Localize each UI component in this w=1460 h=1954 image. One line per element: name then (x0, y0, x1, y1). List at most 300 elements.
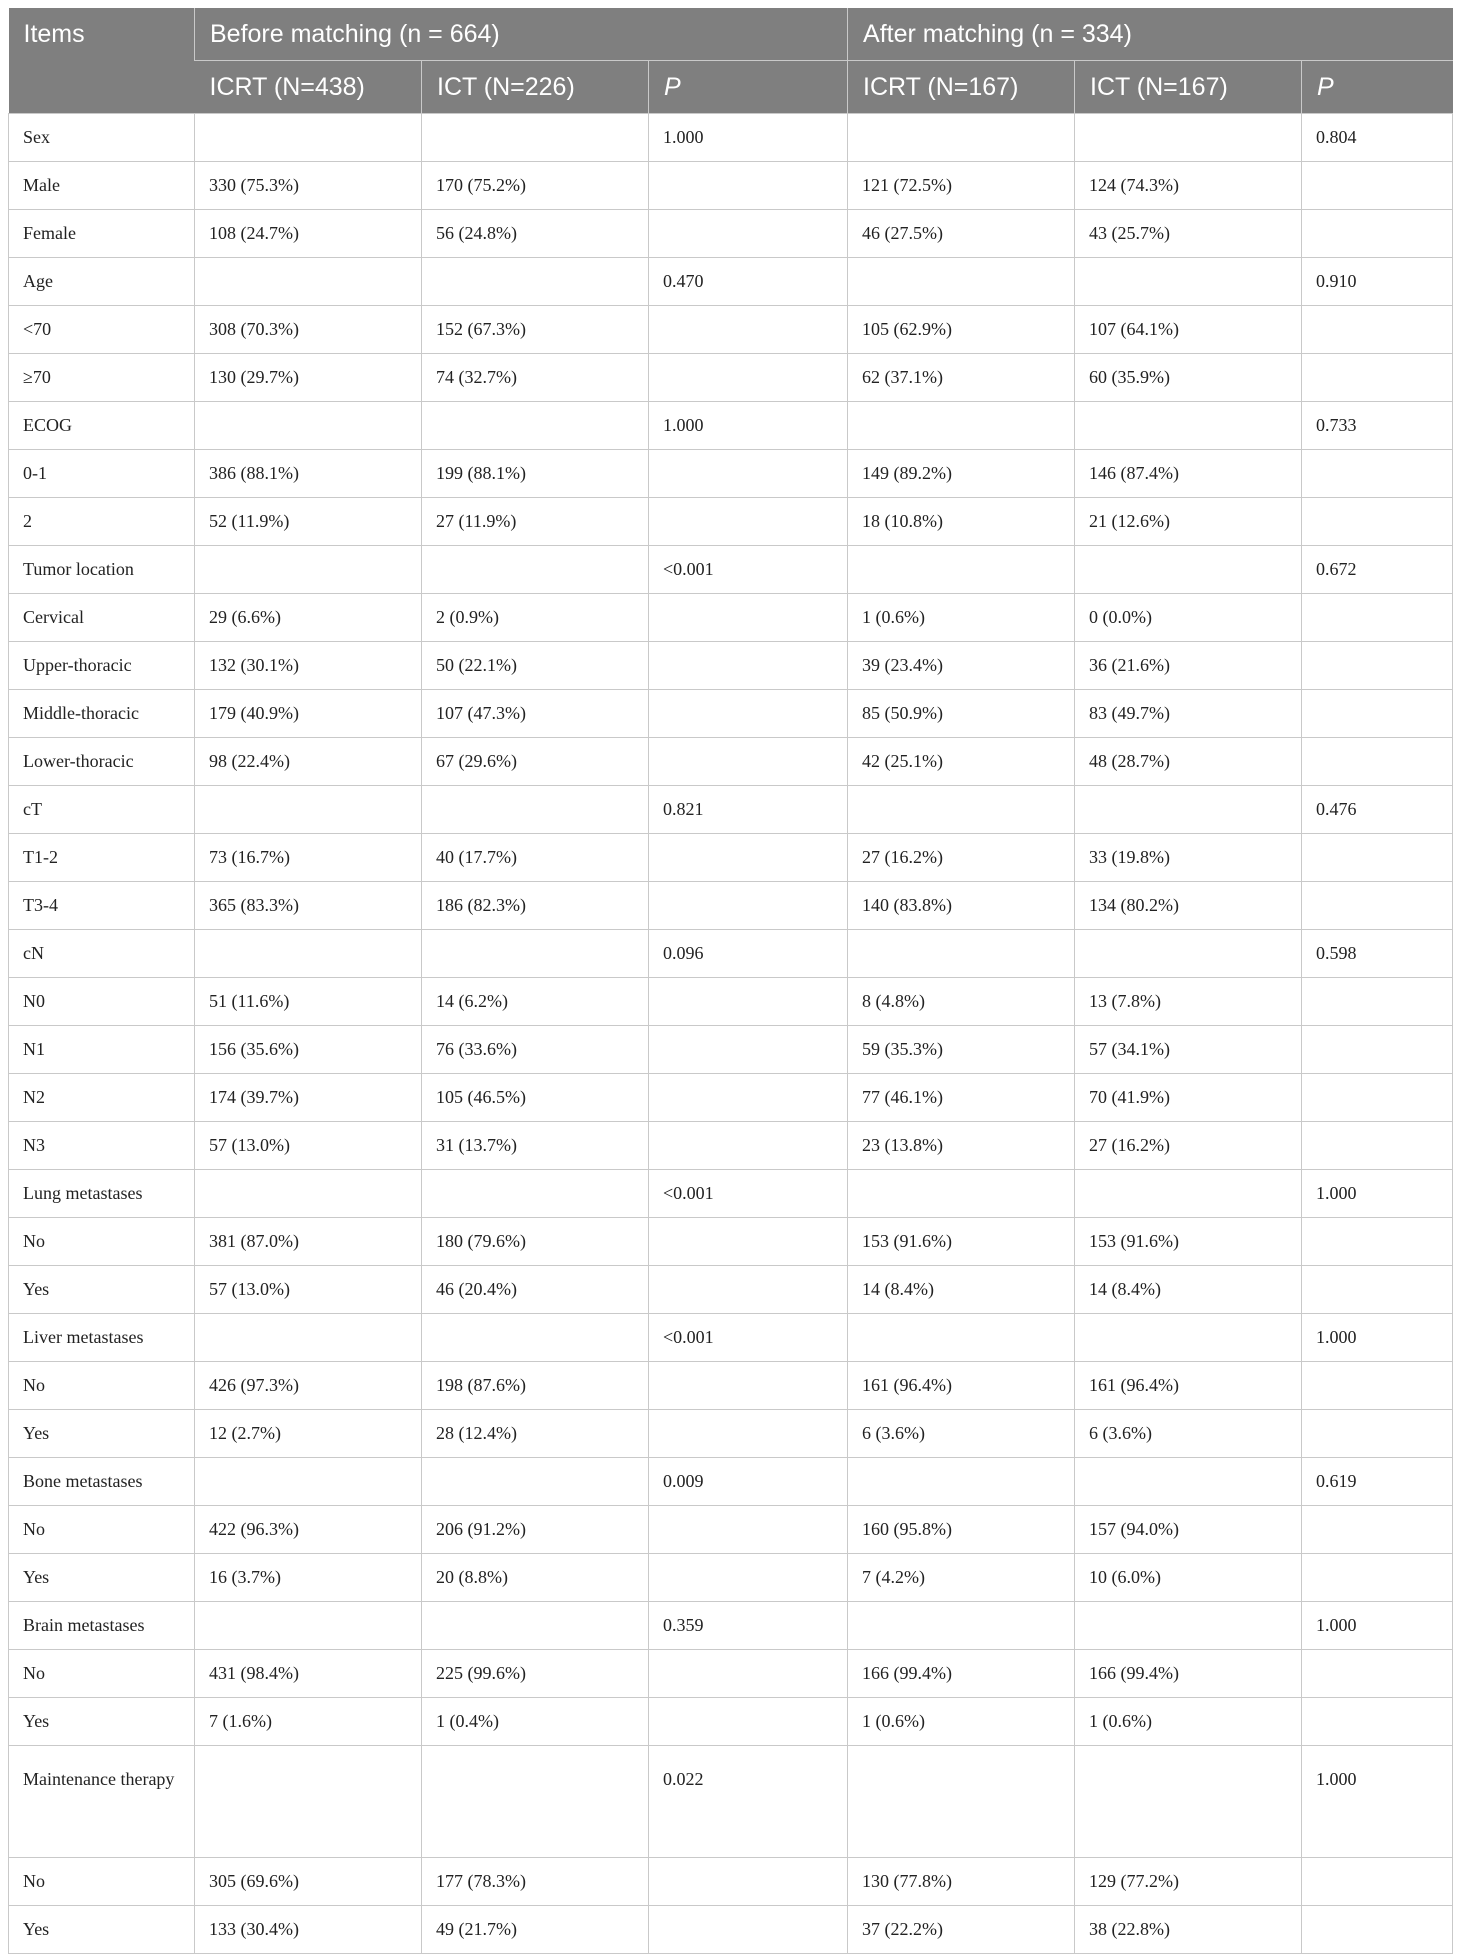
icrt-after-cell: 105 (62.9%) (848, 306, 1075, 354)
p-before-cell (649, 1266, 848, 1314)
icrt-before-cell: 29 (6.6%) (195, 594, 422, 642)
icrt-after-cell (848, 1170, 1075, 1218)
table-row (9, 978, 1453, 1026)
p-after-cell (1302, 594, 1453, 642)
after-matching-header: After matching (n = 334) (848, 8, 1453, 61)
table-row (9, 786, 1453, 834)
p-before-cell (649, 642, 848, 690)
ict-before-cell: 20 (8.8%) (422, 1554, 649, 1602)
table-row (9, 1122, 1453, 1170)
icrt-after-cell: 7 (4.2%) (848, 1554, 1075, 1602)
table-row (9, 354, 1453, 402)
icrt-before-cell: 422 (96.3%) (195, 1506, 422, 1554)
before-matching-header: Before matching (n = 664) (195, 8, 848, 61)
icrt-after-cell: 85 (50.9%) (848, 690, 1075, 738)
ict-after-cell (1075, 1602, 1302, 1650)
ict-after-cell (1075, 114, 1302, 162)
p-after-cell: 0.598 (1302, 930, 1453, 978)
icrt-before-cell: 98 (22.4%) (195, 738, 422, 786)
icrt-before-cell (195, 1314, 422, 1362)
items-header: Items (9, 8, 195, 114)
table-row (9, 1314, 1453, 1362)
ict-before-cell: 76 (33.6%) (422, 1026, 649, 1074)
ict-before-cell: 1 (0.4%) (422, 1698, 649, 1746)
item-cell: No (9, 1362, 195, 1410)
icrt-after-cell: 121 (72.5%) (848, 162, 1075, 210)
p-before-cell (649, 1410, 848, 1458)
ict-before-cell: 27 (11.9%) (422, 498, 649, 546)
ict-before-cell (422, 546, 649, 594)
ict-after-cell: 21 (12.6%) (1075, 498, 1302, 546)
item-cell: N2 (9, 1074, 195, 1122)
matching-table (8, 8, 1453, 1954)
item-cell: Yes (9, 1906, 195, 1954)
ict-after-cell: 83 (49.7%) (1075, 690, 1302, 738)
p-after-cell (1302, 834, 1453, 882)
ict-before-cell: 152 (67.3%) (422, 306, 649, 354)
icrt-after-cell: 77 (46.1%) (848, 1074, 1075, 1122)
table-container (8, 8, 1452, 1954)
icrt-before-cell: 330 (75.3%) (195, 162, 422, 210)
p-before-cell (649, 1506, 848, 1554)
icrt-before-cell: 16 (3.7%) (195, 1554, 422, 1602)
ict-before-cell: 67 (29.6%) (422, 738, 649, 786)
p-after-cell (1302, 210, 1453, 258)
table-row (9, 1458, 1453, 1506)
item-cell: No (9, 1650, 195, 1698)
p-before-cell: 0.022 (649, 1746, 848, 1858)
p-after-cell (1302, 1410, 1453, 1458)
ict-before-cell (422, 258, 649, 306)
table-row (9, 594, 1453, 642)
table-row (9, 210, 1453, 258)
col-ict-after: ICT (N=167) (1075, 61, 1302, 114)
ict-after-cell: 43 (25.7%) (1075, 210, 1302, 258)
icrt-after-cell: 140 (83.8%) (848, 882, 1075, 930)
ict-after-cell: 107 (64.1%) (1075, 306, 1302, 354)
ict-before-cell: 105 (46.5%) (422, 1074, 649, 1122)
ict-after-cell: 129 (77.2%) (1075, 1858, 1302, 1906)
ict-after-cell: 124 (74.3%) (1075, 162, 1302, 210)
ict-after-cell (1075, 1170, 1302, 1218)
item-cell: Tumor location (9, 546, 195, 594)
ict-before-cell: 49 (21.7%) (422, 1906, 649, 1954)
p-after-cell (1302, 1906, 1453, 1954)
ict-after-cell: 60 (35.9%) (1075, 354, 1302, 402)
p-after-cell (1302, 882, 1453, 930)
p-after-cell (1302, 1362, 1453, 1410)
table-row (9, 642, 1453, 690)
item-cell: Male (9, 162, 195, 210)
item-cell: No (9, 1218, 195, 1266)
table-row (9, 1266, 1453, 1314)
table-row (9, 1218, 1453, 1266)
ict-after-cell (1075, 402, 1302, 450)
p-after-cell (1302, 162, 1453, 210)
ict-after-cell: 70 (41.9%) (1075, 1074, 1302, 1122)
item-cell: ECOG (9, 402, 195, 450)
ict-after-cell (1075, 930, 1302, 978)
p-after-cell (1302, 978, 1453, 1026)
ict-after-cell: 14 (8.4%) (1075, 1266, 1302, 1314)
ict-before-cell: 170 (75.2%) (422, 162, 649, 210)
ict-before-cell: 74 (32.7%) (422, 354, 649, 402)
ict-before-cell (422, 114, 649, 162)
item-cell: Yes (9, 1266, 195, 1314)
item-cell: N3 (9, 1122, 195, 1170)
p-after-cell (1302, 1506, 1453, 1554)
col-ict-before: ICT (N=226) (422, 61, 649, 114)
item-cell: No (9, 1858, 195, 1906)
table-row (9, 402, 1453, 450)
icrt-after-cell: 8 (4.8%) (848, 978, 1075, 1026)
ict-before-cell: 2 (0.9%) (422, 594, 649, 642)
item-cell: Yes (9, 1554, 195, 1602)
icrt-before-cell: 52 (11.9%) (195, 498, 422, 546)
ict-after-cell: 166 (99.4%) (1075, 1650, 1302, 1698)
icrt-before-cell (195, 258, 422, 306)
p-after-cell: 1.000 (1302, 1746, 1453, 1858)
ict-after-cell: 36 (21.6%) (1075, 642, 1302, 690)
ict-before-cell: 28 (12.4%) (422, 1410, 649, 1458)
ict-before-cell: 180 (79.6%) (422, 1218, 649, 1266)
icrt-before-cell: 308 (70.3%) (195, 306, 422, 354)
icrt-before-cell: 57 (13.0%) (195, 1266, 422, 1314)
table-row (9, 930, 1453, 978)
p-after-cell (1302, 354, 1453, 402)
p-after-cell: 0.476 (1302, 786, 1453, 834)
ict-before-cell (422, 1170, 649, 1218)
table-row (9, 1410, 1453, 1458)
icrt-before-cell (195, 402, 422, 450)
item-cell: Middle-thoracic (9, 690, 195, 738)
icrt-before-cell: 386 (88.1%) (195, 450, 422, 498)
icrt-before-cell: 305 (69.6%) (195, 1858, 422, 1906)
icrt-before-cell: 431 (98.4%) (195, 1650, 422, 1698)
ict-after-cell: 13 (7.8%) (1075, 978, 1302, 1026)
item-cell: Bone metastases (9, 1458, 195, 1506)
item-cell: <70 (9, 306, 195, 354)
icrt-before-cell (195, 546, 422, 594)
icrt-after-cell (848, 546, 1075, 594)
p-after-cell (1302, 1074, 1453, 1122)
icrt-after-cell: 14 (8.4%) (848, 1266, 1075, 1314)
p-before-cell: 0.821 (649, 786, 848, 834)
table-row (9, 114, 1453, 162)
icrt-after-cell: 18 (10.8%) (848, 498, 1075, 546)
item-cell: N1 (9, 1026, 195, 1074)
item-cell: ≥70 (9, 354, 195, 402)
col-p-after: P (1302, 61, 1453, 114)
icrt-before-cell: 7 (1.6%) (195, 1698, 422, 1746)
icrt-after-cell (848, 1458, 1075, 1506)
p-before-cell (649, 1122, 848, 1170)
icrt-after-cell: 130 (77.8%) (848, 1858, 1075, 1906)
icrt-before-cell: 130 (29.7%) (195, 354, 422, 402)
ict-after-cell (1075, 546, 1302, 594)
p-before-cell (649, 210, 848, 258)
icrt-before-cell (195, 1746, 422, 1858)
p-before-cell: 0.009 (649, 1458, 848, 1506)
ict-after-cell: 134 (80.2%) (1075, 882, 1302, 930)
icrt-after-cell: 27 (16.2%) (848, 834, 1075, 882)
ict-after-cell: 48 (28.7%) (1075, 738, 1302, 786)
ict-before-cell (422, 930, 649, 978)
icrt-before-cell: 57 (13.0%) (195, 1122, 422, 1170)
item-cell: Yes (9, 1698, 195, 1746)
table-row (9, 834, 1453, 882)
icrt-after-cell: 166 (99.4%) (848, 1650, 1075, 1698)
icrt-after-cell (848, 114, 1075, 162)
p-before-cell (649, 498, 848, 546)
item-cell: T1-2 (9, 834, 195, 882)
item-cell: Upper-thoracic (9, 642, 195, 690)
p-before-cell (649, 354, 848, 402)
icrt-before-cell: 108 (24.7%) (195, 210, 422, 258)
p-before-cell (649, 1026, 848, 1074)
p-before-cell (649, 1698, 848, 1746)
icrt-after-cell (848, 1602, 1075, 1650)
icrt-before-cell (195, 1170, 422, 1218)
p-before-cell: 0.470 (649, 258, 848, 306)
table-header (9, 8, 1453, 114)
item-cell: Brain metastases (9, 1602, 195, 1650)
col-p-before: P (649, 61, 848, 114)
table-row (9, 1906, 1453, 1954)
ict-before-cell: 46 (20.4%) (422, 1266, 649, 1314)
table-row (9, 162, 1453, 210)
ict-after-cell: 157 (94.0%) (1075, 1506, 1302, 1554)
item-cell: cN (9, 930, 195, 978)
ict-before-cell (422, 402, 649, 450)
ict-before-cell (422, 1602, 649, 1650)
icrt-before-cell: 133 (30.4%) (195, 1906, 422, 1954)
icrt-before-cell (195, 930, 422, 978)
icrt-before-cell: 132 (30.1%) (195, 642, 422, 690)
p-after-cell (1302, 1026, 1453, 1074)
ict-before-cell: 56 (24.8%) (422, 210, 649, 258)
ict-after-cell: 38 (22.8%) (1075, 1906, 1302, 1954)
p-after-cell: 0.804 (1302, 114, 1453, 162)
table-row (9, 690, 1453, 738)
p-before-cell (649, 306, 848, 354)
icrt-after-cell (848, 1314, 1075, 1362)
table-body (9, 114, 1453, 1954)
p-after-cell: 0.619 (1302, 1458, 1453, 1506)
icrt-after-cell: 23 (13.8%) (848, 1122, 1075, 1170)
p-before-cell: <0.001 (649, 1170, 848, 1218)
icrt-after-cell (848, 930, 1075, 978)
p-after-cell (1302, 1266, 1453, 1314)
icrt-after-cell: 62 (37.1%) (848, 354, 1075, 402)
p-after-cell (1302, 738, 1453, 786)
p-after-cell (1302, 1554, 1453, 1602)
icrt-after-cell: 149 (89.2%) (848, 450, 1075, 498)
p-after-cell: 1.000 (1302, 1602, 1453, 1650)
item-cell: No (9, 1506, 195, 1554)
ict-after-cell: 146 (87.4%) (1075, 450, 1302, 498)
p-before-cell: 1.000 (649, 114, 848, 162)
p-before-cell (649, 834, 848, 882)
ict-before-cell: 198 (87.6%) (422, 1362, 649, 1410)
icrt-after-cell: 1 (0.6%) (848, 594, 1075, 642)
icrt-after-cell: 161 (96.4%) (848, 1362, 1075, 1410)
icrt-after-cell: 153 (91.6%) (848, 1218, 1075, 1266)
p-after-cell (1302, 1650, 1453, 1698)
icrt-after-cell: 160 (95.8%) (848, 1506, 1075, 1554)
table-row (9, 498, 1453, 546)
item-cell: Cervical (9, 594, 195, 642)
ict-before-cell (422, 1746, 649, 1858)
item-cell: N0 (9, 978, 195, 1026)
p-before-cell (649, 1554, 848, 1602)
p-before-cell (649, 1362, 848, 1410)
p-after-cell (1302, 690, 1453, 738)
table-row (9, 450, 1453, 498)
ict-after-cell: 0 (0.0%) (1075, 594, 1302, 642)
ict-before-cell: 107 (47.3%) (422, 690, 649, 738)
ict-after-cell (1075, 1746, 1302, 1858)
p-after-cell (1302, 1698, 1453, 1746)
ict-before-cell: 14 (6.2%) (422, 978, 649, 1026)
icrt-before-cell: 426 (97.3%) (195, 1362, 422, 1410)
icrt-after-cell (848, 258, 1075, 306)
p-before-cell (649, 882, 848, 930)
ict-after-cell: 161 (96.4%) (1075, 1362, 1302, 1410)
icrt-before-cell: 174 (39.7%) (195, 1074, 422, 1122)
ict-before-cell: 40 (17.7%) (422, 834, 649, 882)
icrt-after-cell: 39 (23.4%) (848, 642, 1075, 690)
item-cell: Lung metastases (9, 1170, 195, 1218)
p-after-cell: 1.000 (1302, 1170, 1453, 1218)
item-cell: Maintenance therapy (9, 1746, 195, 1858)
ict-before-cell: 225 (99.6%) (422, 1650, 649, 1698)
ict-after-cell: 57 (34.1%) (1075, 1026, 1302, 1074)
icrt-after-cell: 59 (35.3%) (848, 1026, 1075, 1074)
table-row (9, 1554, 1453, 1602)
icrt-before-cell: 51 (11.6%) (195, 978, 422, 1026)
ict-after-cell: 33 (19.8%) (1075, 834, 1302, 882)
ict-before-cell: 186 (82.3%) (422, 882, 649, 930)
p-before-cell (649, 1218, 848, 1266)
table-row (9, 738, 1453, 786)
ict-after-cell: 153 (91.6%) (1075, 1218, 1302, 1266)
item-cell: Liver metastases (9, 1314, 195, 1362)
col-icrt-before: ICRT (N=438) (195, 61, 422, 114)
ict-before-cell: 177 (78.3%) (422, 1858, 649, 1906)
table-row (9, 546, 1453, 594)
p-after-cell: 1.000 (1302, 1314, 1453, 1362)
icrt-before-cell (195, 1458, 422, 1506)
p-before-cell (649, 594, 848, 642)
item-cell: Female (9, 210, 195, 258)
table-row (9, 1362, 1453, 1410)
icrt-after-cell: 6 (3.6%) (848, 1410, 1075, 1458)
table-row (9, 1602, 1453, 1650)
table-row (9, 1170, 1453, 1218)
table-row (9, 1858, 1453, 1906)
ict-after-cell (1075, 1458, 1302, 1506)
p-before-cell: <0.001 (649, 1314, 848, 1362)
icrt-after-cell (848, 786, 1075, 834)
table-row (9, 1650, 1453, 1698)
p-before-cell (649, 1858, 848, 1906)
p-before-cell (649, 1906, 848, 1954)
item-cell: Lower-thoracic (9, 738, 195, 786)
table-row (9, 1026, 1453, 1074)
table-row (9, 306, 1453, 354)
icrt-before-cell: 156 (35.6%) (195, 1026, 422, 1074)
item-cell: cT (9, 786, 195, 834)
icrt-after-cell (848, 402, 1075, 450)
table-row (9, 882, 1453, 930)
p-before-cell (649, 690, 848, 738)
p-before-cell: <0.001 (649, 546, 848, 594)
ict-before-cell (422, 786, 649, 834)
ict-after-cell: 6 (3.6%) (1075, 1410, 1302, 1458)
ict-before-cell (422, 1458, 649, 1506)
icrt-after-cell: 37 (22.2%) (848, 1906, 1075, 1954)
icrt-after-cell (848, 1746, 1075, 1858)
icrt-after-cell: 42 (25.1%) (848, 738, 1075, 786)
p-after-cell: 0.672 (1302, 546, 1453, 594)
ict-after-cell: 10 (6.0%) (1075, 1554, 1302, 1602)
table-row (9, 1746, 1453, 1858)
p-after-cell (1302, 498, 1453, 546)
p-after-cell: 0.910 (1302, 258, 1453, 306)
p-after-cell: 0.733 (1302, 402, 1453, 450)
ict-after-cell: 27 (16.2%) (1075, 1122, 1302, 1170)
item-cell: T3-4 (9, 882, 195, 930)
table-row (9, 258, 1453, 306)
icrt-before-cell: 73 (16.7%) (195, 834, 422, 882)
table-row (9, 1698, 1453, 1746)
p-before-cell (649, 1074, 848, 1122)
ict-after-cell (1075, 1314, 1302, 1362)
icrt-before-cell: 381 (87.0%) (195, 1218, 422, 1266)
icrt-after-cell: 1 (0.6%) (848, 1698, 1075, 1746)
ict-before-cell: 199 (88.1%) (422, 450, 649, 498)
icrt-before-cell: 365 (83.3%) (195, 882, 422, 930)
ict-before-cell: 50 (22.1%) (422, 642, 649, 690)
ict-after-cell (1075, 786, 1302, 834)
icrt-before-cell: 12 (2.7%) (195, 1410, 422, 1458)
p-before-cell (649, 162, 848, 210)
p-after-cell (1302, 1858, 1453, 1906)
icrt-after-cell: 46 (27.5%) (848, 210, 1075, 258)
p-after-cell (1302, 450, 1453, 498)
table-row (9, 1506, 1453, 1554)
ict-before-cell: 206 (91.2%) (422, 1506, 649, 1554)
item-cell: Sex (9, 114, 195, 162)
p-before-cell: 0.359 (649, 1602, 848, 1650)
p-after-cell (1302, 1218, 1453, 1266)
col-icrt-after: ICRT (N=167) (848, 61, 1075, 114)
p-before-cell (649, 978, 848, 1026)
ict-before-cell (422, 1314, 649, 1362)
p-before-cell (649, 738, 848, 786)
p-before-cell: 0.096 (649, 930, 848, 978)
p-after-cell (1302, 642, 1453, 690)
icrt-before-cell: 179 (40.9%) (195, 690, 422, 738)
p-before-cell: 1.000 (649, 402, 848, 450)
item-cell: 2 (9, 498, 195, 546)
item-cell: Age (9, 258, 195, 306)
table-row (9, 1074, 1453, 1122)
p-before-cell (649, 1650, 848, 1698)
ict-after-cell: 1 (0.6%) (1075, 1698, 1302, 1746)
ict-after-cell (1075, 258, 1302, 306)
